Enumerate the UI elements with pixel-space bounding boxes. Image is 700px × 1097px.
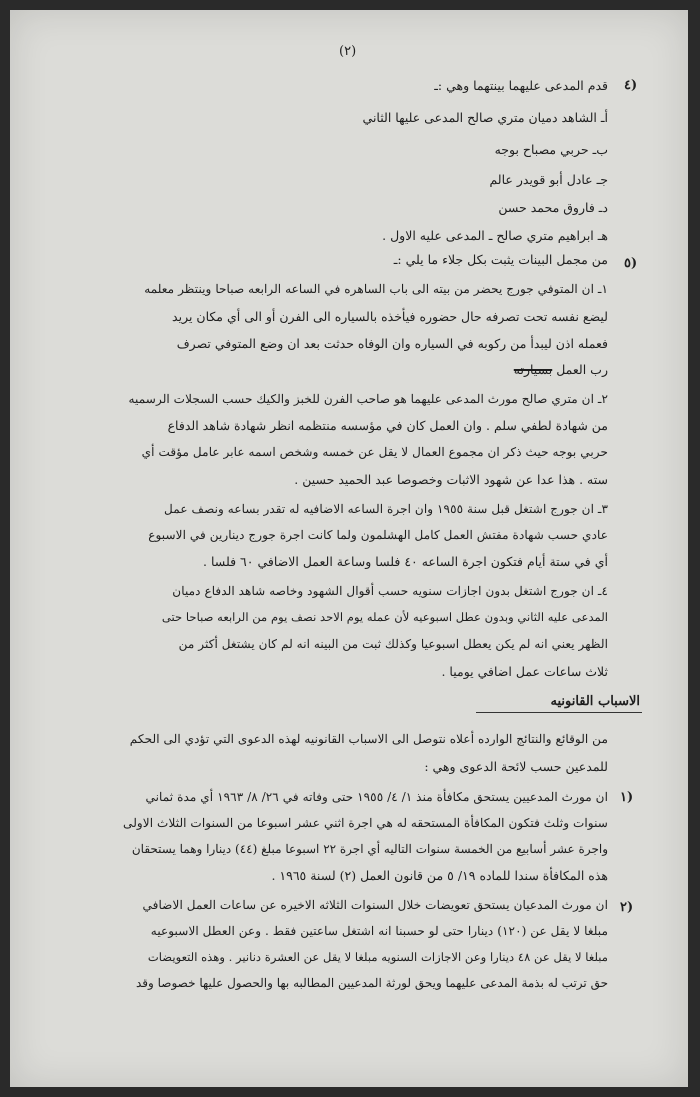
text-line: ب‌ـ حربي مصباح بوجه <box>494 142 608 157</box>
text-line: د‌ـ فاروق محمد حسن <box>498 200 608 215</box>
text-line: عادي حسب شهادة مفتش العمل كامل الهشلمون ولما كانت اجرة جورج دينارين في الاسبوع <box>148 528 608 542</box>
item-number-1: ١) <box>620 790 634 805</box>
text-line: هذه المكافأة سندا للماده ١٩/ ٥ من قانون العمل (٢) لسنة ١٩٦٥ . <box>271 868 608 883</box>
heading-underline <box>476 712 642 713</box>
page-number: (٢) <box>339 44 357 59</box>
text-line: جـ عادل أبو قويدر عالم <box>489 172 608 187</box>
text-line: فعمله اذن ليبدأ من ركوبه في السياره وان الوفاه حدثت بعد ان وضع المتوفي تصرف <box>176 336 608 351</box>
text-line: ثلاث ساعات عمل اضافي يوميا . <box>441 664 608 679</box>
text-line: مبلغا لا يقل عن (١٢٠) دينارا حتى لو حسبنا انه اشتغل ساعتين فقط . وعن العطل الاسبوعيه <box>150 924 608 938</box>
item-number-2: ٢) <box>620 900 634 915</box>
text-line: ٣ـ ان جورج اشتغل قبل سنة ١٩٥٥ وان اجرة الساعه الاضافيه له تقدر بساعه ونصف عمل <box>164 502 608 516</box>
text-line: من الوقائع والنتائج الوارده أعلاه نتوصل الى الاسباب القانونيه لهذه الدعوى التي تؤدي الى الحكم <box>129 732 608 746</box>
text-line: أ‌ـ الشاهد دميان متري صالح المدعى عليها الثاني <box>362 110 608 125</box>
text-line: قدم المدعى عليهما بينتهما وهي :ـ <box>434 78 608 93</box>
text-line: مبلغا لا يقل عن ٤٨ دينارا وعن الاجازات السنويه مبلغا لا يقل عن العشرة دنانير . وهذه التعويضات <box>147 950 608 964</box>
text-line: الظهر يعني انه لم يكن يعطل اسبوعيا وكذلك ثبت من البينه انه لم كان يشتغل أكثر من <box>178 637 608 651</box>
text-line <box>514 362 608 377</box>
text-line: ٢ـ ان متري صالح مورث المدعى عليهما هو صاحب الفرن للخبز والكيك حسب السجلات الرسميه <box>128 392 608 406</box>
text-line: ليضع نفسه تحت تصرفه حال حضوره فيأخذه بالسياره الى الفرن أو الى أي مكان يريد <box>172 309 608 324</box>
text-segment: رب العمل <box>556 362 608 377</box>
text-line: سته . هذا عدا عن شهود الاثبات وخصوصا عبد الحميد حسين . <box>294 472 608 487</box>
text-line: هـ ابراهيم متري صالح ـ المدعى عليه الاول . <box>382 228 608 243</box>
text-line: ان مورث المدعيان يستحق تعويضات خلال السنوات الثلاثه الاخيره عن ساعات العمل الاضافي <box>142 898 608 912</box>
text-line: من شهادة لطفي سلم . وان العمل كان في مؤسسه منتظمه انظر شهادة شاهد الدفاع <box>167 418 608 433</box>
text-line: من مجمل البينات يثبت بكل جلاء ما يلي :ـ <box>393 252 608 267</box>
text-line: ١ـ ان المتوفي جورج يحضر من بيته الى باب الساهره في الساعه الرابعه صباحا وينتظر معلمه <box>144 282 608 296</box>
document-page <box>10 10 688 1087</box>
item-number-4: ٤) <box>624 78 638 93</box>
text-line: حربي بوجه حيث ذكر ان مجموع العمال لا يقل عن خمسه وشخص اسمه عابر عامل مؤقت أي <box>141 445 608 459</box>
text-line: ان مورث المدعيين يستحق مكافأة منذ ١/ ٤/ ١٩٥٥ حتى وفاته في ٢٦/ ٨/ ١٩٦٣ أي مدة ثماني <box>145 790 608 804</box>
text-line: المدعى عليه الثاني وبدون عطل اسبوعيه لأن عمله يوم الاحد نصف يوم من الرابعه صباحا حتى <box>161 610 608 624</box>
section-heading: الاسباب القانونيه <box>550 694 640 709</box>
text-line: ٤ـ ان جورج اشتغل بدون اجازات سنويه حسب أقوال الشهود وخاصه شاهد الدفاع دميان <box>172 584 608 598</box>
item-number-5: ٥) <box>624 256 638 271</box>
text-line: سنوات وثلث فتكون المكافأة المستحقه له هي اجرة اثني عشر اسبوعا من السنوات الثلاث الاولى <box>123 816 608 830</box>
struck-text: بسيارته <box>513 362 553 377</box>
text-line: أي في ستة أيام فتكون اجرة الساعه ٤٠ فلسا وساعة العمل الاضافي ٦٠ فلسا . <box>203 554 608 569</box>
text-line: للمدعين حسب لائحة الدعوى وهي : <box>424 759 608 774</box>
text-line: واجرة عشر أسابيع من الخمسة سنوات التاليه أي اجرة ٢٢ اسبوعا مبلغ (٤٤) دينارا وهما يستحقان <box>131 842 608 856</box>
text-line: حق ترتب له بذمة المدعى عليهما ويحق لورثة المدعيين المطالبه بها والحصول عليها خصوصا وقد <box>135 976 608 990</box>
